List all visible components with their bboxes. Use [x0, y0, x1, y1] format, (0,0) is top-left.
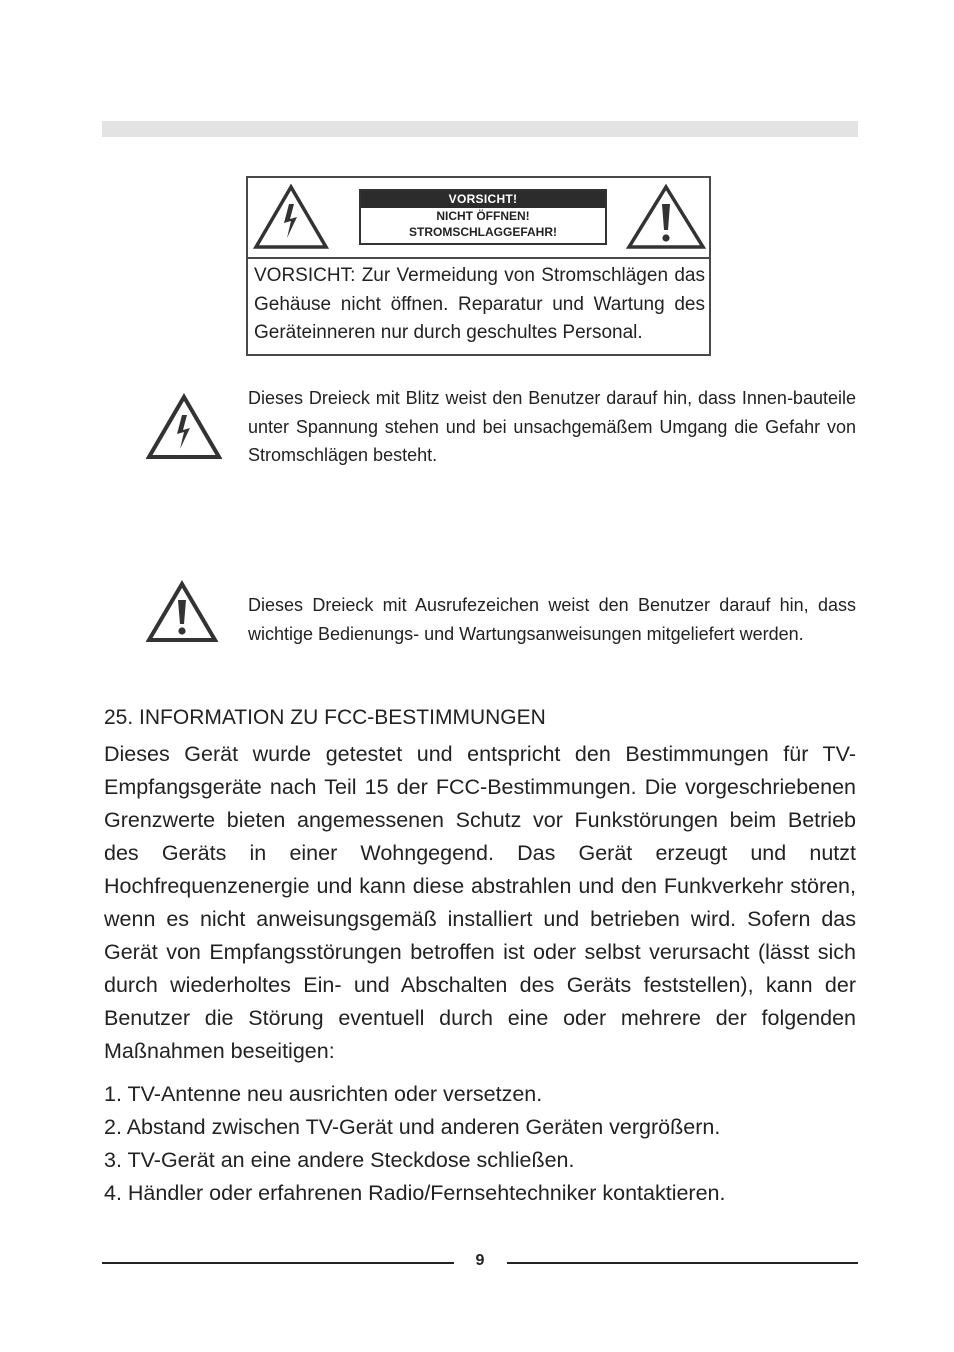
section-title: 25. INFORMATION ZU FCC-BESTIMMUNGEN	[104, 706, 546, 729]
footer-rule-right	[507, 1262, 858, 1264]
step-list	[104, 1078, 725, 1210]
list-item: 2. Abstand zwischen TV-Gerät und anderen Geräten vergrößern.	[104, 1115, 721, 1139]
exclamation-triangle-icon	[146, 580, 218, 644]
lightning-triangle-icon	[146, 393, 222, 461]
footer-rule-left	[102, 1262, 454, 1264]
lightning-symbol-description: Dieses Dreieck mit Blitz weist den Benutzer darauf hin, dass Innen-bauteile unter Spannung stehen und bei unsachgemäßem Umgang die Gefahr von Stromschlägen besteht.	[248, 388, 856, 465]
lightning-symbol-row	[146, 384, 858, 474]
header-bar	[102, 121, 858, 137]
exclamation-triangle-icon	[626, 184, 706, 250]
warning-label	[359, 189, 607, 245]
warning-heading: VORSICHT!	[361, 191, 605, 208]
warning-line-2: STROMSCHLAGGEFAHR!	[409, 225, 557, 239]
warning-line-1: NICHT ÖFFNEN!	[436, 209, 530, 223]
exclamation-symbol-description: Dieses Dreieck mit Ausrufezeichen weist den Benutzer darauf hin, dass wichtige Bedienungs- und Wartungsanweisungen mitgeliefert werden.	[248, 595, 856, 644]
caution-label	[246, 176, 711, 356]
caution-text: VORSICHT: Zur Vermeidung von Stromschlägen das Gehäuse nicht öffnen. Reparatur und Wartung des Geräteinneren nur durch geschultes Personal.	[254, 265, 705, 343]
page-number: 9	[475, 1252, 485, 1269]
section-body: Dieses Gerät wurde getestet und entspricht den Bestimmungen für TV-Empfangsgeräte nach Teil 15 der FCC-Bestimmungen. Die vorgeschriebenen Grenzwerte bieten angemessenen Schutz vor Funkstörungen beim Betrieb des Geräts in einer Wohngegend. Das Gerät erzeugt und nutzt Hochfrequenzenergie und kann diese abstrahlen und den Funkverkehr stören, wenn es nicht anweisungsgemäß installiert und betrieben wird. Sofern das Gerät von Empfangsstörungen betroffen ist oder selbst verursacht (lässt sich durch wiederholtes Ein- und Abschalten des Geräts feststellen), kann der Benutzer die Störung eventuell durch eine oder mehrere der folgenden Maßnahmen beseitigen:	[104, 742, 856, 1063]
list-item: 1. TV-Antenne neu ausrichten oder versetzen.	[104, 1082, 543, 1106]
lightning-triangle-icon	[253, 184, 329, 250]
exclamation-symbol-row	[146, 580, 858, 650]
list-item: 4. Händler oder erfahrenen Radio/Fernsehtechniker kontaktieren.	[104, 1181, 726, 1205]
list-item: 3. TV-Gerät an eine andere Steckdose schließen.	[104, 1148, 575, 1172]
caution-label-header	[248, 178, 709, 259]
